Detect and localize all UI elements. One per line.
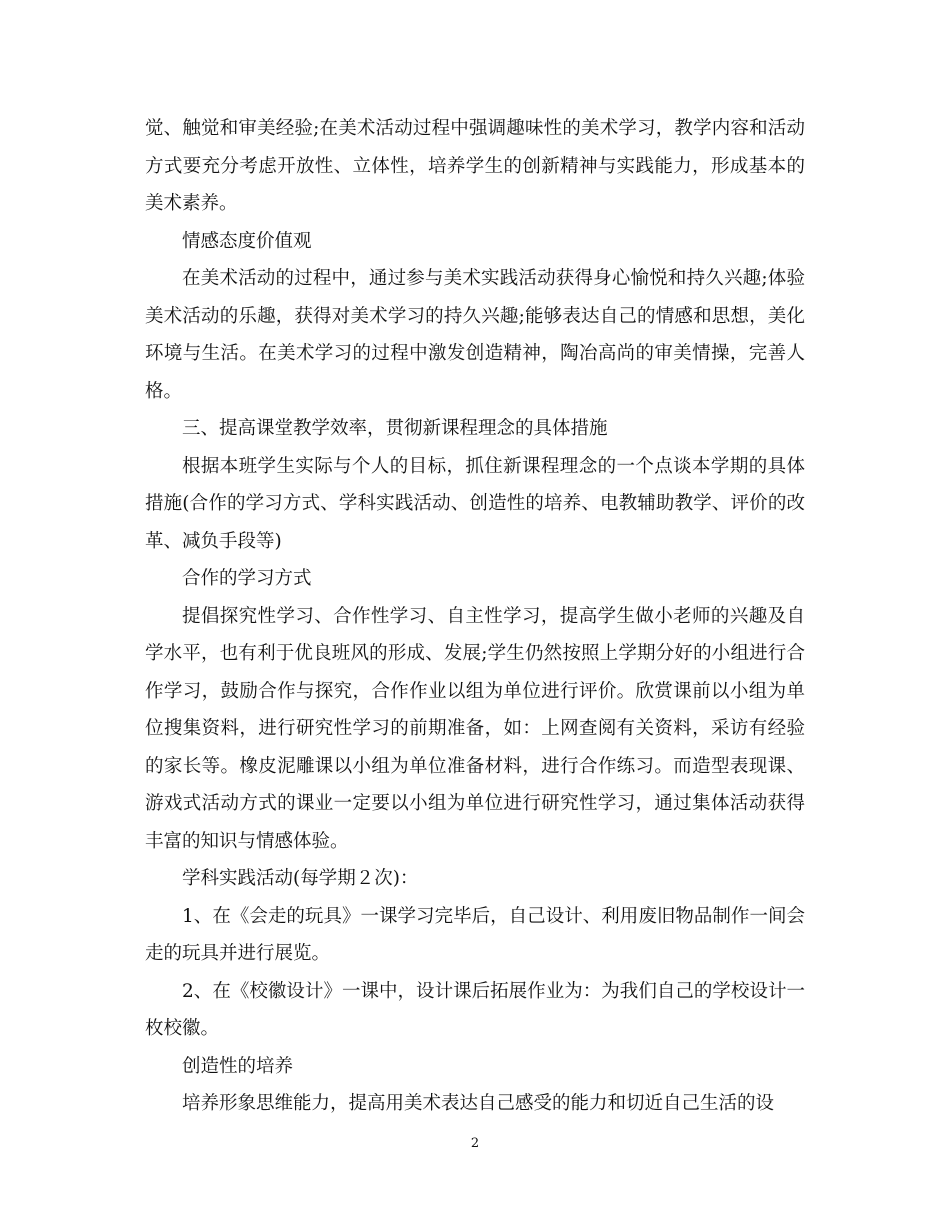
section-heading-cooperative-learning: 合作的学习方式: [182, 568, 312, 589]
paragraph-cooperative-learning: 提倡探究性学习、合作性学习、自主性学习，提高学生做小老师的兴趣及自学水平，也有利于优良班风的形成、发展;学生仍然按照上学期分好的小组进行合作学习，鼓励合作与探究，合作作业以组为单位进行评价。欣赏课前以小组为单位搜集资料，进行研究性学习的前期准备，如：上网查阅有关资料，采访有经验的家长等。橡皮泥雕课以小组为单位准备材料，进行合作练习。而造型表现课、游戏式活动方式的课业一定要以小组为单位进行研究性学习，通过集体活动获得丰富的知识与情感体验。: [145, 605, 805, 852]
paragraph-creativity: 培养形象思维能力，提高用美术表达自己感受的能力和切近自己生活的设: [182, 1093, 775, 1114]
section-heading-emotion-attitude-values: 情感态度价值观: [182, 230, 312, 252]
list-item-practice-1: 1、在《会走的玩具》一课学习完毕后，自己设计、利用废旧物品制作一间会走的玩具并进行展览。: [145, 905, 805, 964]
list-item-practice-2: 2、在《校徽设计》一课中，设计课后拓展作业为：为我们自己的学校设计一枚校徽。: [145, 980, 805, 1039]
section-heading-creativity: 创造性的培养: [182, 1055, 294, 1077]
section-heading-practice-activities: 学科实践活动(每学期２次)：: [182, 868, 419, 889]
page-body: [145, 110, 805, 1123]
paragraph-emotion-attitude-values: 在美术活动的过程中，通过参与美术实践活动获得身心愉悦和持久兴趣;体验美术活动的乐趣，获得对美术学习的持久兴趣;能够表达自己的情感和思想，美化环境与生活。在美术学习的过程中激发创造精神，陶冶高尚的审美情操，完善人格。: [145, 268, 805, 402]
paragraph-measures: 根据本班学生实际与个人的目标，抓住新课程理念的一个点谈本学期的具体措施(合作的学习方式、学科实践活动、创造性的培养、电教辅助教学、评价的改革、减负手段等): [145, 455, 805, 552]
section-heading-measures: 三、提高课堂教学效率，贯彻新课程理念的具体措施: [182, 418, 608, 439]
page-number: 2: [470, 1136, 480, 1151]
paragraph-continuation: 觉、触觉和审美经验;在美术活动过程中强调趣味性的美术学习，教学内容和活动方式要充分考虑开放性、立体性，培养学生的创新精神与实践能力，形成基本的美术素养。: [145, 118, 805, 214]
